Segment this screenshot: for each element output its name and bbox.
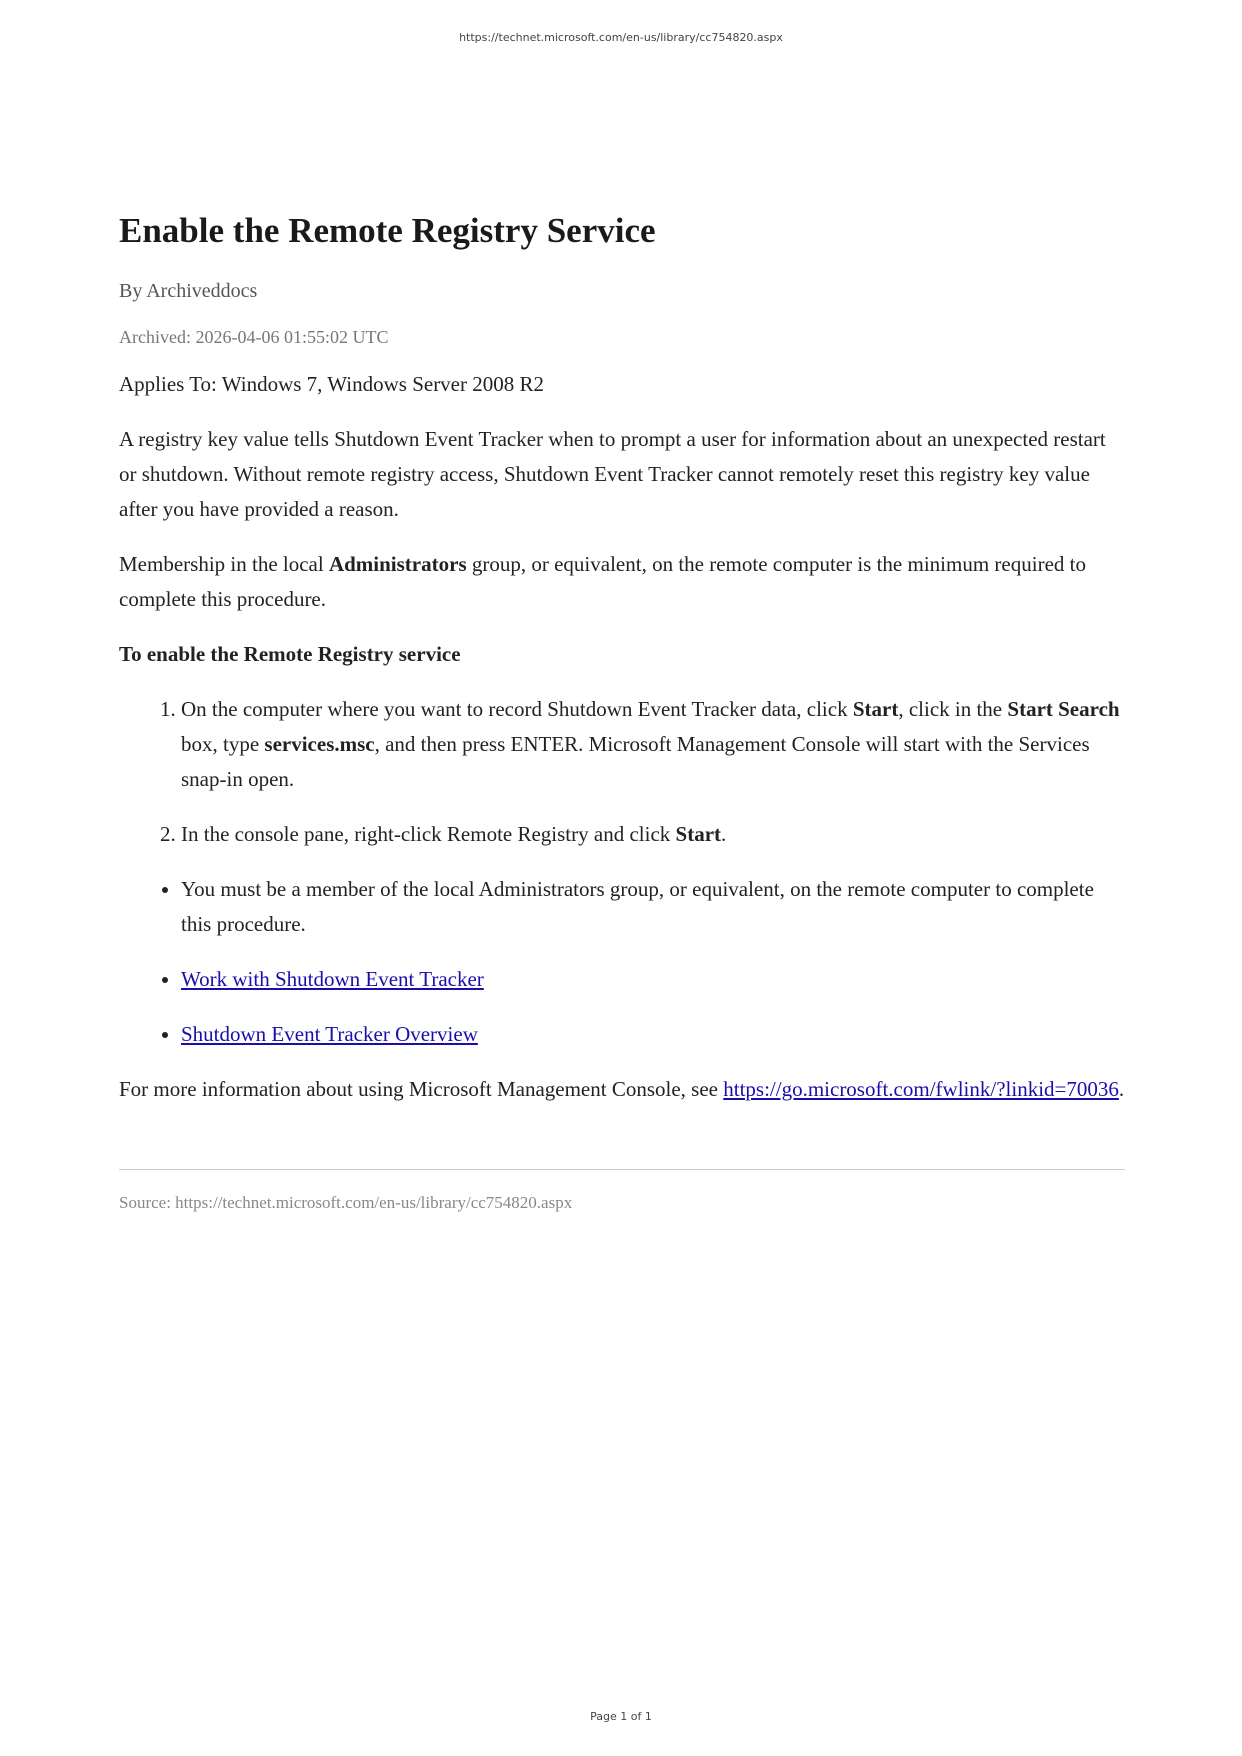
link-shutdown-event-tracker-overview[interactable]: Shutdown Event Tracker Overview bbox=[181, 1022, 478, 1046]
step-text: , and then press ENTER. Microsoft Management Console will start with the Services snap-in open. bbox=[181, 732, 1090, 791]
footer-divider bbox=[119, 1169, 1125, 1170]
step-text: On the computer where you want to record Shutdown Event Tracker data, click bbox=[181, 697, 853, 721]
page-title: Enable the Remote Registry Service bbox=[119, 211, 656, 250]
print-header-url: https://technet.microsoft.com/en-us/library/cc754820.aspx bbox=[459, 31, 783, 44]
step-text: , click in the bbox=[898, 697, 1008, 721]
step-bold: Start bbox=[675, 822, 722, 846]
mmc-fwlink[interactable]: https://go.microsoft.com/fwlink/?linkid=70036 bbox=[723, 1077, 1119, 1101]
more-info-paragraph bbox=[119, 1072, 1125, 1107]
procedure-step bbox=[181, 692, 1125, 797]
more-info-text: For more information about using Microsoft Management Console, see bbox=[119, 1077, 724, 1101]
step-text: box, type bbox=[181, 732, 265, 756]
membership-paragraph bbox=[119, 547, 1125, 617]
membership-text-after: group, or equivalent, on the remote computer is the minimum required to complete this procedure. bbox=[119, 552, 1086, 611]
archived-timestamp: Archived: 2026-04-06 01:55:02 UTC bbox=[119, 327, 389, 347]
procedure-steps bbox=[119, 692, 1125, 852]
byline: By Archiveddocs bbox=[119, 280, 258, 302]
article bbox=[119, 210, 1125, 1214]
link-work-with-shutdown-event-tracker[interactable]: Work with Shutdown Event Tracker bbox=[181, 967, 484, 991]
membership-text-before: Membership in the local bbox=[119, 552, 329, 576]
intro-paragraph: A registry key value tells Shutdown Event Tracker when to prompt a user for information about an unexpected restart or shutdown. Without remote registry access, Shutdown Event Tracker cannot remotely reset this registry key value after you have provided a reason. bbox=[119, 427, 1106, 521]
step-bold: Start Search bbox=[1007, 697, 1120, 721]
membership-bold-group: Administrators bbox=[328, 552, 467, 576]
related-item bbox=[181, 1017, 1125, 1052]
procedure-step bbox=[181, 817, 1125, 852]
procedure-heading: To enable the Remote Registry service bbox=[119, 642, 461, 666]
related-item bbox=[181, 962, 1125, 997]
applies-to: Applies To: Windows 7, Windows Server 2008 R2 bbox=[119, 372, 545, 396]
more-info-period: . bbox=[1118, 1077, 1125, 1101]
note-item: • You must be a member of the local Administrators group, or equivalent, on the remote computer to complete this procedure. bbox=[181, 872, 1125, 942]
step-text: In the console pane, right-click Remote Registry and click bbox=[181, 822, 676, 846]
step-bold: services.msc bbox=[264, 732, 375, 756]
page-number: Page 1 of 1 bbox=[590, 1710, 652, 1723]
step-bold: Start bbox=[852, 697, 899, 721]
step-text: . bbox=[721, 822, 727, 846]
source-url: Source: https://technet.microsoft.com/en-us/library/cc754820.aspx bbox=[119, 1193, 573, 1212]
related-list bbox=[119, 872, 1125, 1052]
